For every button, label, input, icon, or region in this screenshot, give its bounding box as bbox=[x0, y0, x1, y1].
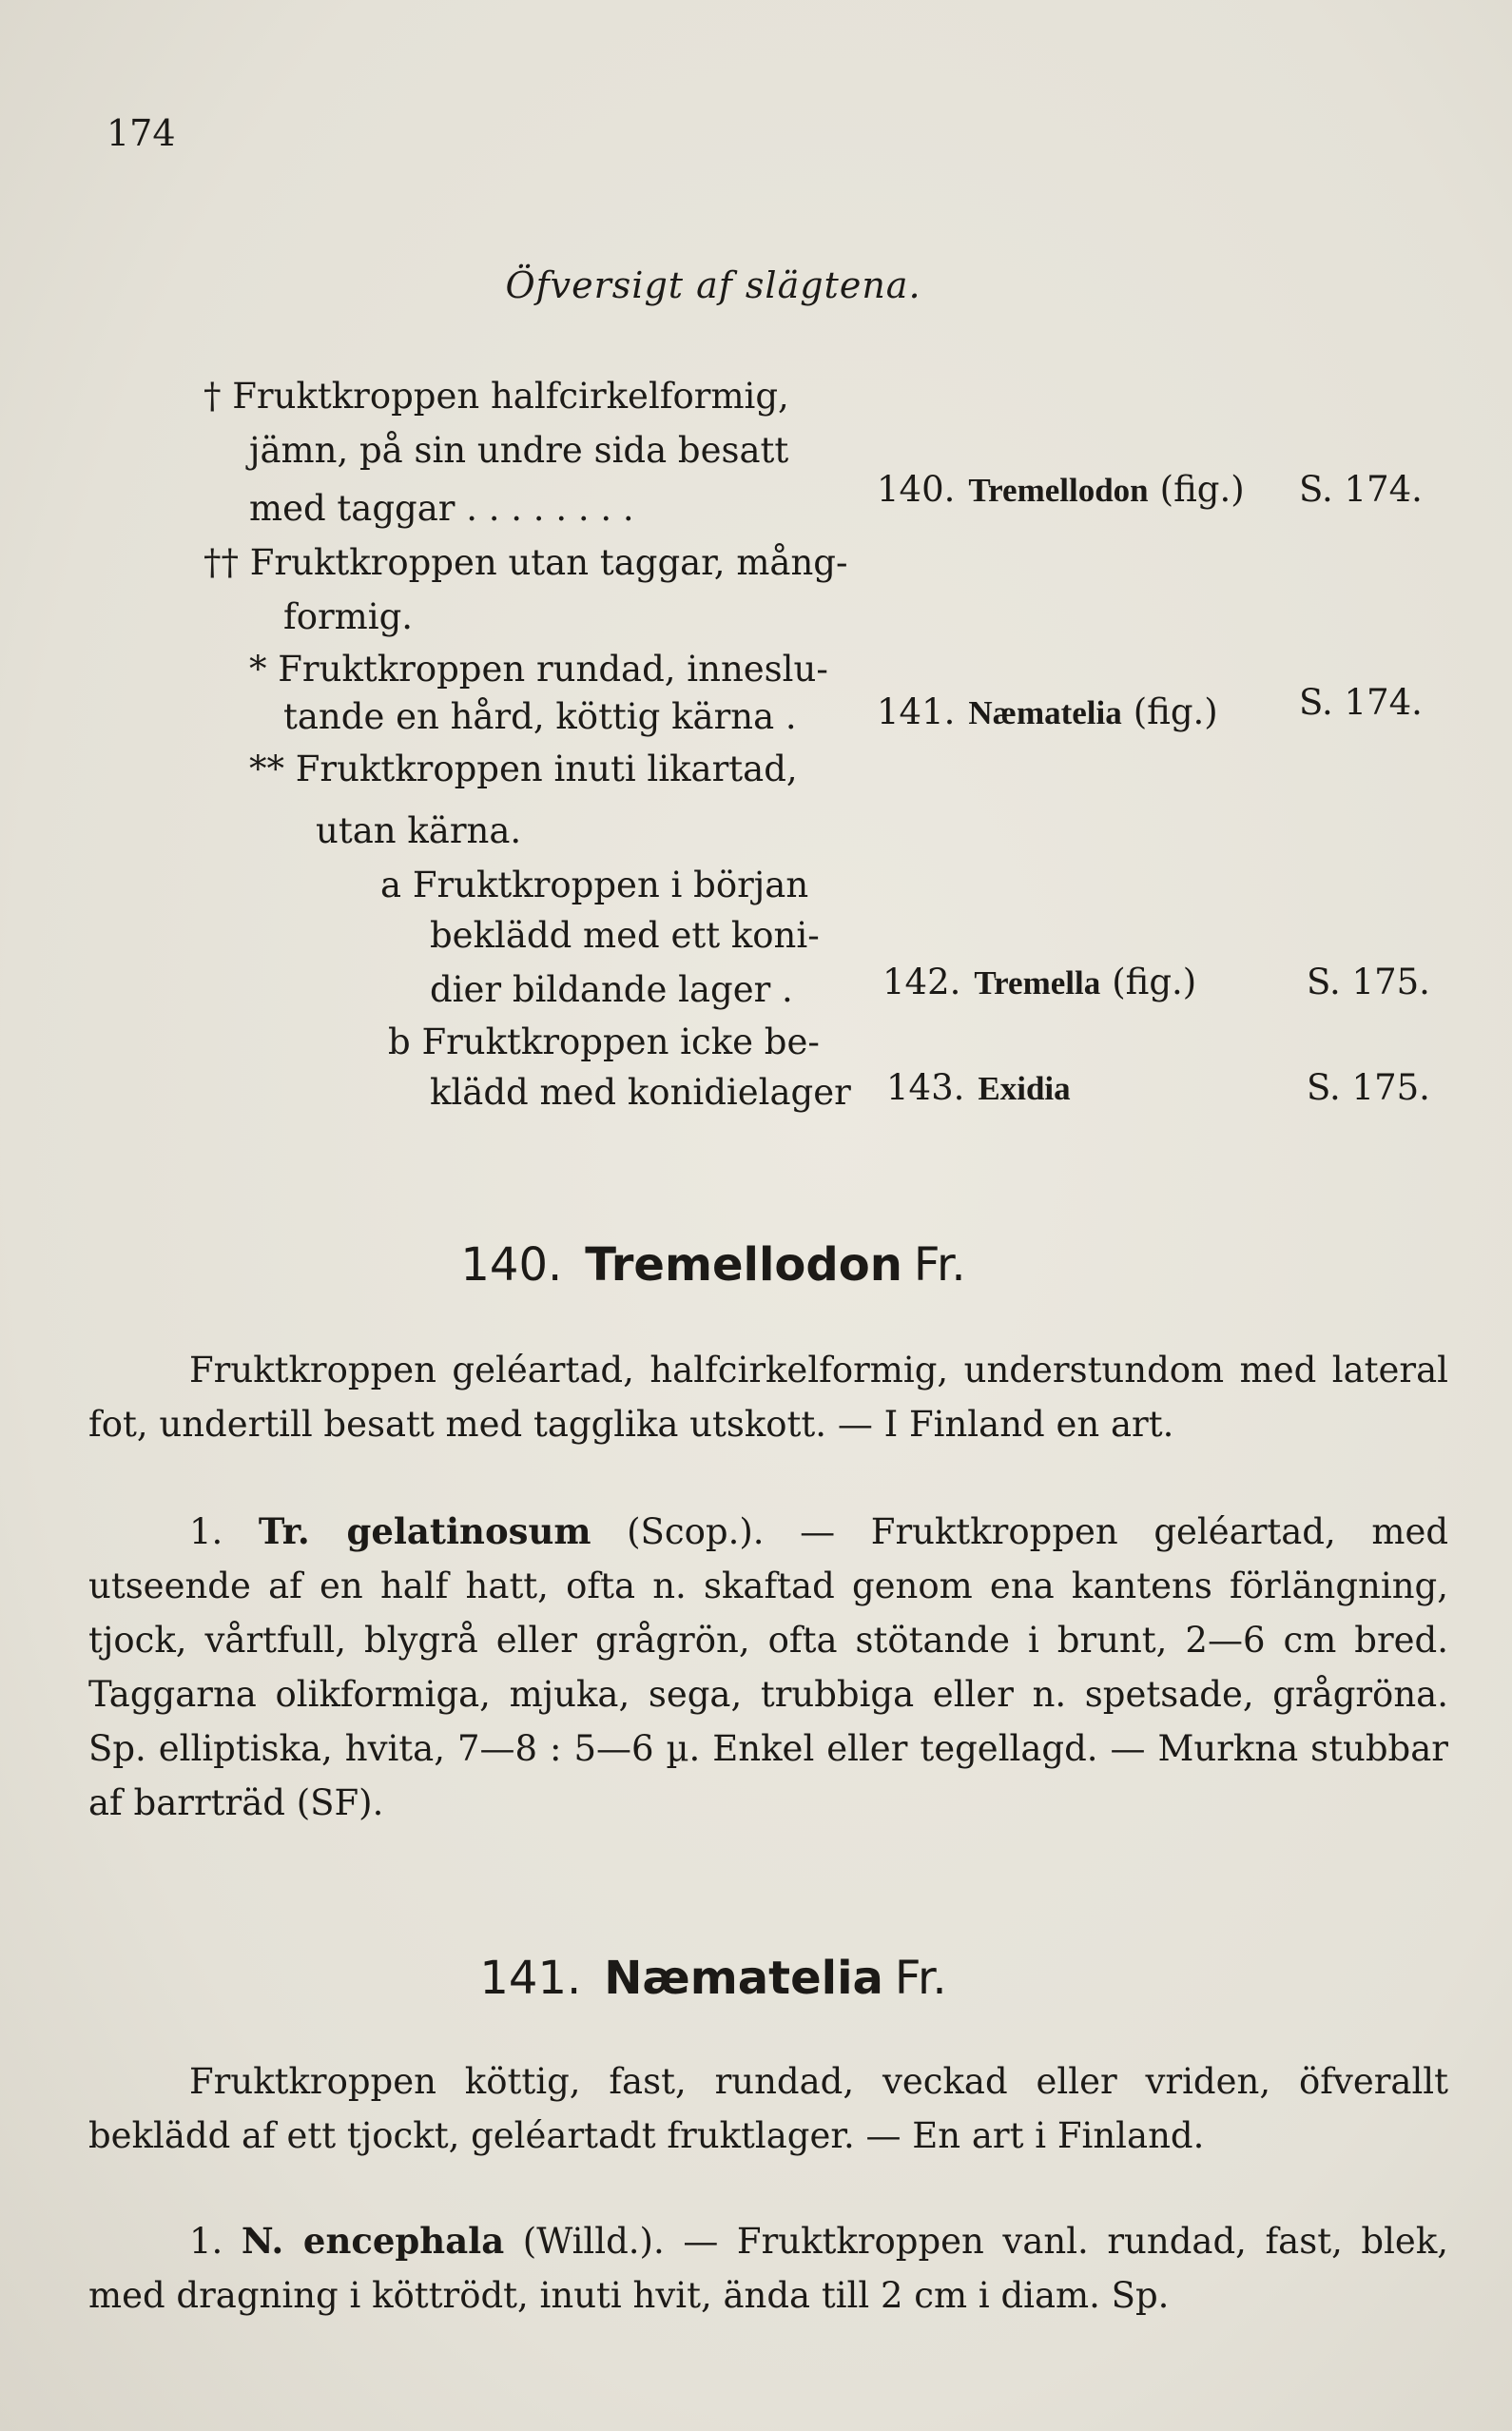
species-name: Tr. gelatinosum bbox=[258, 1510, 591, 1552]
species-number: 1. bbox=[189, 2221, 223, 2262]
description-text: Fruktkroppen geléartad, halfcirkelformig, understundom med lateral fot, undertill besatt med tagglika utskott. — I Finland en art. bbox=[88, 1350, 1448, 1445]
section-heading-141 bbox=[0, 1952, 1426, 2005]
species-author: (Willd.). bbox=[522, 2221, 665, 2262]
species-author: (Scop.). bbox=[627, 1511, 765, 1552]
key-line: †† Fruktkroppen utan taggar, mång- bbox=[204, 542, 848, 583]
key-ref-page: S. 174. bbox=[1299, 682, 1423, 723]
section-heading-140 bbox=[0, 1238, 1426, 1292]
species-number: 1. bbox=[189, 1511, 223, 1552]
key-line: klädd med konidielager bbox=[430, 1072, 851, 1113]
key-line: a Fruktkroppen i början bbox=[380, 865, 809, 905]
section-author: Fr. bbox=[894, 1952, 947, 2005]
key-ref-number: 140. bbox=[877, 469, 956, 510]
key-ref-140 bbox=[877, 469, 1283, 510]
key-line: jämn, på sin undre sida besatt bbox=[249, 430, 789, 471]
key-ref-page: S. 175. bbox=[1307, 962, 1430, 1002]
key-line: med taggar . . . . . . . . bbox=[249, 488, 634, 529]
key-line: ** Fruktkroppen inuti likartad, bbox=[249, 749, 798, 789]
species-entry bbox=[88, 1505, 1448, 1830]
key-ref-fig: (fig.) bbox=[1159, 469, 1245, 510]
key-line: * Fruktkroppen rundad, inneslu- bbox=[249, 649, 828, 690]
key-ref-fig: (fig.) bbox=[1133, 691, 1218, 732]
species-name: N. encephala bbox=[241, 2220, 505, 2262]
page-number: 174 bbox=[107, 112, 176, 154]
species-entry bbox=[88, 2214, 1448, 2323]
genus-description bbox=[88, 1343, 1448, 1451]
key-ref-143 bbox=[886, 1067, 1082, 1108]
key-line: tande en hård, köttig kärna . bbox=[283, 696, 797, 737]
key-line: utan kärna. bbox=[316, 810, 522, 851]
key-ref-142 bbox=[882, 964, 1234, 1000]
section-number: 140. bbox=[460, 1238, 563, 1292]
section-genus: Tremellodon bbox=[585, 1238, 902, 1292]
species-text: — Fruktkroppen vanl. rundad, fast, blek, med dragning i köttrödt, inuti hvit, ända till 2 cm i diam. Sp. bbox=[88, 2221, 1449, 2316]
genus-description bbox=[88, 2054, 1448, 2163]
key-ref-genus: Tremellodon bbox=[968, 472, 1149, 509]
key-ref-141 bbox=[877, 691, 1256, 732]
key-line: b Fruktkroppen icke be- bbox=[388, 1021, 820, 1062]
key-line: † Fruktkroppen halfcirkelformig, bbox=[204, 376, 789, 417]
key-ref-number: 143. bbox=[886, 1067, 965, 1108]
key-title: Öfversigt af slägtena. bbox=[505, 264, 921, 306]
key-ref-genus: Næmatelia bbox=[968, 694, 1122, 731]
key-ref-page: S. 174. bbox=[1299, 469, 1423, 510]
key-ref-number: 141. bbox=[877, 691, 956, 732]
description-text: Fruktkroppen köttig, fast, rundad, veckad eller vriden, öfverallt beklädd af ett tjockt, geléartadt fruktlager. — En art i Finland. bbox=[88, 2061, 1448, 2156]
section-number: 141. bbox=[479, 1952, 582, 2005]
key-ref-number: 142. bbox=[882, 962, 961, 1002]
key-ref-fig: (fig.) bbox=[1112, 962, 1197, 1002]
key-ref-page: S. 175. bbox=[1307, 1067, 1430, 1108]
section-genus: Næmatelia bbox=[604, 1952, 883, 2005]
species-text: — Fruktkroppen geléartad, med utseende af en half hatt, ofta n. skaftad genom ena kantens förlängning, tjock, vårtfull, blygrå eller grågrön, ofta stötande i brunt, 2—6 cm bred. Taggarna olikformiga, mjuka, sega, trubbiga eller n. spetsade, grågröna. Sp. elliptiska, hvita, 7—8 : 5—6 µ. Enkel eller tegellagd. — Murkna stubbar af barrträd (SF). bbox=[88, 1511, 1449, 1823]
key-ref-genus: Exidia bbox=[978, 1070, 1071, 1107]
key-line: formig. bbox=[283, 596, 414, 637]
key-line: dier bildande lager . bbox=[430, 969, 793, 1010]
key-ref-genus: Tremella bbox=[974, 964, 1101, 1002]
key-line: beklädd med ett koni- bbox=[430, 915, 820, 956]
section-author: Fr. bbox=[913, 1238, 966, 1292]
